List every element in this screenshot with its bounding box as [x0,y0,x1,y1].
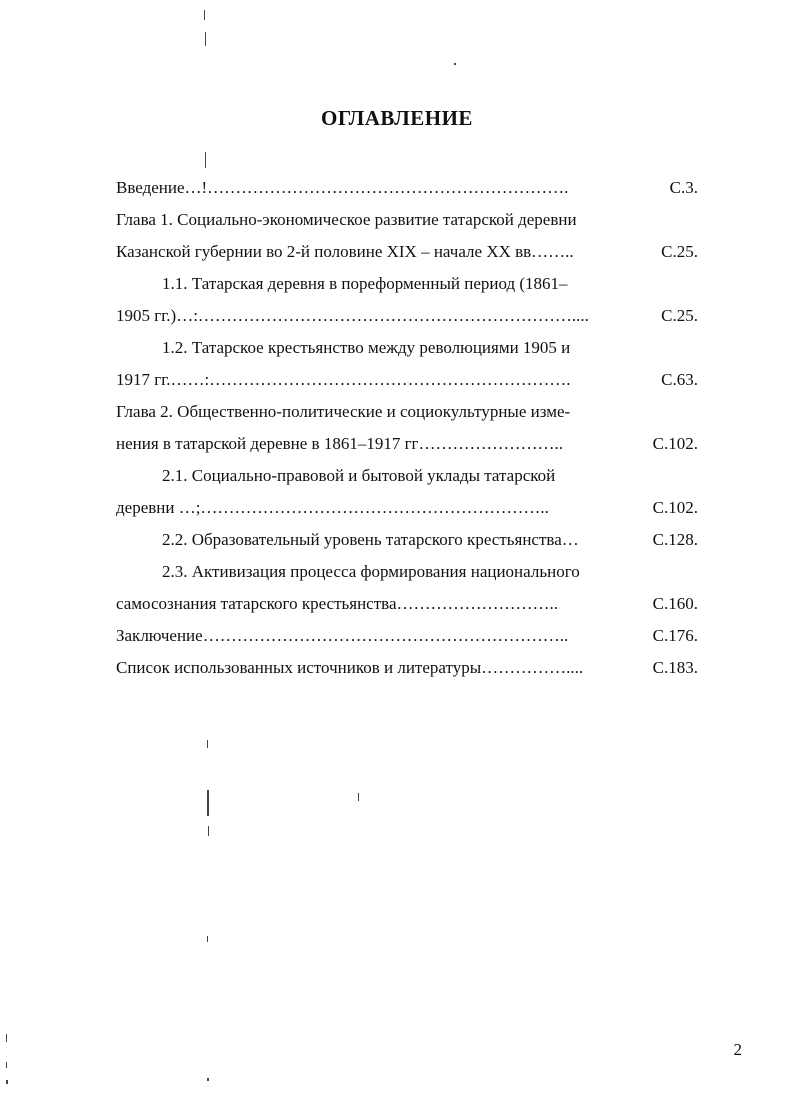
toc-entry-text: 1905 гг.)…:………………………………………………………….... [116,306,589,325]
toc-entry-section-2-3 [116,562,698,594]
page-title: ОГЛАВЛЕНИЕ [321,106,473,130]
scan-speck [207,790,209,816]
toc-entry-bibliography [116,658,698,690]
scan-speck [454,63,456,65]
toc-entry-section-1-1 [116,274,698,306]
scan-speck [205,152,206,168]
toc-entry-text: деревни …;…………………………………………………….. [116,498,549,517]
toc-entry-text: Глава 1. Социально-экономическое развитие татарской деревни [116,210,577,229]
toc-entry-introduction [116,178,698,210]
toc-entry-text: Заключение……………………………………………………….. [116,626,569,645]
toc-entry-page: С.176. [652,626,698,645]
toc-entry-section-2-1 [116,466,698,498]
scan-speck [204,10,205,20]
toc-entry-section-1-1-cont [116,306,698,338]
scan-speck [6,1062,7,1068]
toc-entry-page: С.160. [652,594,698,613]
page-number: 2 [733,1040,742,1059]
toc-entry-section-2-1-cont [116,498,698,530]
toc-entry-page: С.25. [661,306,698,325]
toc-entry-text: Список использованных источников и литературы…………….... [116,658,584,677]
scan-speck [207,740,208,748]
toc-entry-page: С.128. [652,530,698,549]
toc-entry-page: С.102. [652,434,698,453]
toc-entry-text: самосознания татарского крестьянства……………………….. [116,594,559,613]
toc-entry-text: 1917 гг.……:………………………………………………………. [116,370,571,389]
toc-entry-section-1-2-cont [116,370,698,402]
toc-entry-conclusion [116,626,698,658]
toc-entry-section-2-3-cont [116,594,698,626]
toc-entry-section-2-2 [116,530,698,562]
toc-entry-page: С.102. [652,498,698,517]
toc-entry-chapter-2 [116,402,698,434]
toc-entry-chapter-1-cont [116,242,698,274]
scan-speck [207,936,208,942]
toc-entry-page: С.3. [669,178,698,197]
toc-entry-text: 2.3. Активизация процесса формирования национального [162,562,580,581]
scan-speck [205,32,206,46]
toc-entry-chapter-2-cont [116,434,698,466]
scan-speck [6,1034,7,1042]
toc-entry-text: 2.1. Социально-правовой и бытовой уклады татарской [162,466,556,485]
scan-speck [207,1078,209,1081]
toc-entry-page: С.183. [652,658,698,677]
scan-speck [6,1080,8,1084]
toc-entry-chapter-1 [116,210,698,242]
toc-entry-page: С.63. [661,370,698,389]
toc-entry-text: нения в татарской деревне в 1861–1917 гг…………………….. [116,434,564,453]
scan-speck [208,826,209,836]
toc-entry-text: Глава 2. Общественно-политические и социокультурные изме- [116,402,571,421]
toc-entry-text: 2.2. Образовательный уровень татарского крестьянства… [162,530,579,549]
toc-entry-text: 1.1. Татарская деревня в пореформенный период (1861– [162,274,568,293]
toc-entry-text: 1.2. Татарское крестьянство между революциями 1905 и [162,338,571,357]
toc-entry-text: Казанской губернии во 2-й половине XIX – начале XX вв…….. [116,242,574,261]
toc-entry-section-1-2 [116,338,698,370]
table-of-contents [116,178,698,690]
scan-speck [358,793,359,801]
toc-entry-page: С.25. [661,242,698,261]
toc-entry-text: Введение…!………………………………………………………. [116,178,569,197]
